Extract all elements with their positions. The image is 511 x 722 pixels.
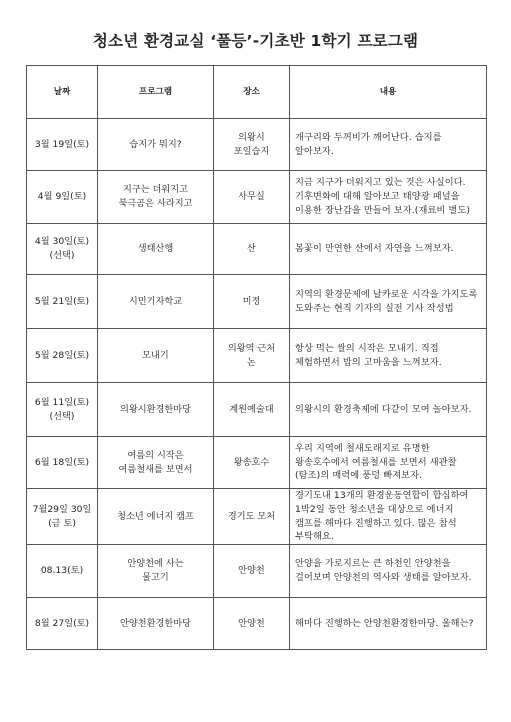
cell-date [27,437,98,489]
cell-date-text: 8월 27일(토) [34,617,90,629]
cell-place-text: 사무실 [238,191,265,203]
cell-program-text: 생태산행 [137,243,174,255]
cell-program [98,275,214,329]
cell-place-text: 안양천 [238,565,265,577]
cell-date-text: 3월 19일(토) [34,138,90,150]
page-title: 청소년 환경교실 ‘풀등’-기초반 1학기 프로그램 [92,32,419,50]
cell-date-text: 7월29일 30일 (금 토) [32,503,92,529]
cell-program-text: 지구는 더워지고 북극곰은 사라지고 [118,184,193,209]
cell-description [290,545,487,598]
cell-description-text: 봄꽃이 만연한 산에서 자연을 느껴보자. [295,243,454,255]
cell-date [27,224,98,275]
cell-description [290,598,487,650]
cell-program [98,598,214,650]
cell-description-text: 항상 먹는 쌀의 시작은 모내기. 직접 체험하면서 밥의 고마움을 느껴보자. [295,342,442,368]
cell-program [98,171,214,224]
cell-date-text: 5월 21일(토) [34,295,90,307]
cell-program-text: 여름의 시작은 여름철새를 보면서 [118,449,193,475]
cell-place-text: 미정 [242,295,261,307]
header-program: 프로그램 [98,66,214,119]
header-description: 내용 [290,66,487,119]
cell-description-text: 개구리와 두꺼비가 깨어난다. 습지를 알아보자. [295,131,442,157]
table-row [27,489,487,545]
cell-date [27,171,98,224]
table-row [27,275,487,329]
header-place: 장소 [214,66,290,119]
cell-program-text: 습지가 뭐지? [129,138,182,150]
cell-date [27,545,98,598]
cell-date-text: 08.13(토) [40,565,84,577]
cell-description-text: 우리 지역에 철새도래지로 유명한 왕송호수에서 여름철새를 보면서 새관찰(탐조)의 매력에 풍덩 빠져보자. [295,442,457,482]
cell-place [214,224,290,275]
cell-description [290,437,487,489]
cell-description-text: 경기도내 13개의 환경운동연합이 합심하여 1박2일 동안 청소년을 대상으로 에너지 캠프를 해마다 진행하고 있다. 많은 참석 부탁해요. [295,490,469,543]
cell-program-text: 모내기 [142,349,169,361]
cell-program [98,489,214,545]
cell-program-text: 시민기자학교 [128,295,183,307]
cell-place-text: 계원예술대 [229,403,274,415]
cell-date [27,329,98,383]
cell-date [27,275,98,329]
cell-place-text: 왕송호수 [233,456,270,468]
cell-description [290,224,487,275]
header-date: 날짜 [27,66,98,119]
cell-program-text: 의왕시환경한마당 [119,403,191,415]
cell-description-text: 지역의 환경문제에 날카로운 시각을 가지도록 도와주는 현직 기자의 실전 기사 작성법 [295,288,478,314]
cell-description [290,119,487,171]
cell-program-text: 안양천에 사는 물고기 [127,558,184,584]
table-row [27,437,487,489]
cell-place-text: 경기도 모처 [227,510,276,522]
header-row [27,66,487,119]
cell-place [214,437,290,489]
cell-description-text: 지금 지구가 더워지고 있는 것은 사실이다. 기후변화에 대해 알아보고 태양광 패널을 이용한 장난감을 만들어 보자.(재료비 별도) [295,177,471,216]
cell-date-text: 5월 28일(토) [34,349,90,361]
program-table [26,65,487,650]
table-row [27,598,487,650]
table-header [27,66,487,119]
cell-date [27,598,98,650]
cell-date [27,489,98,545]
cell-place [214,119,290,171]
cell-description [290,171,487,224]
table-row [27,383,487,437]
cell-place [214,275,290,329]
cell-program-text: 청소년 에너지 캠프 [117,510,194,522]
cell-place [214,598,290,650]
cell-date-text: 4월 30일(토) (선택) [34,236,90,261]
cell-description [290,489,487,545]
cell-place [214,383,290,437]
cell-program [98,119,214,171]
cell-description-text: 안양을 가로지르는 큰 하천인 안양천을 걸어보며 안양천의 역사와 생태를 알아보자. [295,558,472,584]
table-body [27,119,487,650]
cell-date-text: 6월 11일(토) (선택) [34,396,90,422]
table-row [27,329,487,383]
cell-place-text: 산 [247,243,256,255]
cell-description-text: 의왕시의 환경축제에 다같이 모여 놀아보자. [295,403,472,415]
cell-description [290,383,487,437]
cell-place-text: 의왕시 포일습지 [233,131,270,157]
cell-place [214,171,290,224]
table-row [27,119,487,171]
table-row [27,545,487,598]
cell-description [290,275,487,329]
cell-program-text: 안양천환경한마당 [119,617,191,629]
cell-date-text: 6월 18일(토) [34,456,90,468]
cell-program [98,329,214,383]
cell-program [98,383,214,437]
cell-program [98,224,214,275]
cell-program [98,545,214,598]
cell-place [214,489,290,545]
cell-description-text: 해마다 진행하는 안양천환경한마당. 올해는? [295,617,474,629]
cell-program [98,437,214,489]
cell-place-text: 의왕역 근처 논 [227,342,276,368]
cell-place [214,329,290,383]
cell-date [27,119,98,171]
table-row [27,224,487,275]
table-row [27,171,487,224]
cell-date [27,383,98,437]
cell-description [290,329,487,383]
cell-place-text: 안양천 [238,617,265,629]
cell-place [214,545,290,598]
cell-date-text: 4월 9일(토) [37,191,87,203]
